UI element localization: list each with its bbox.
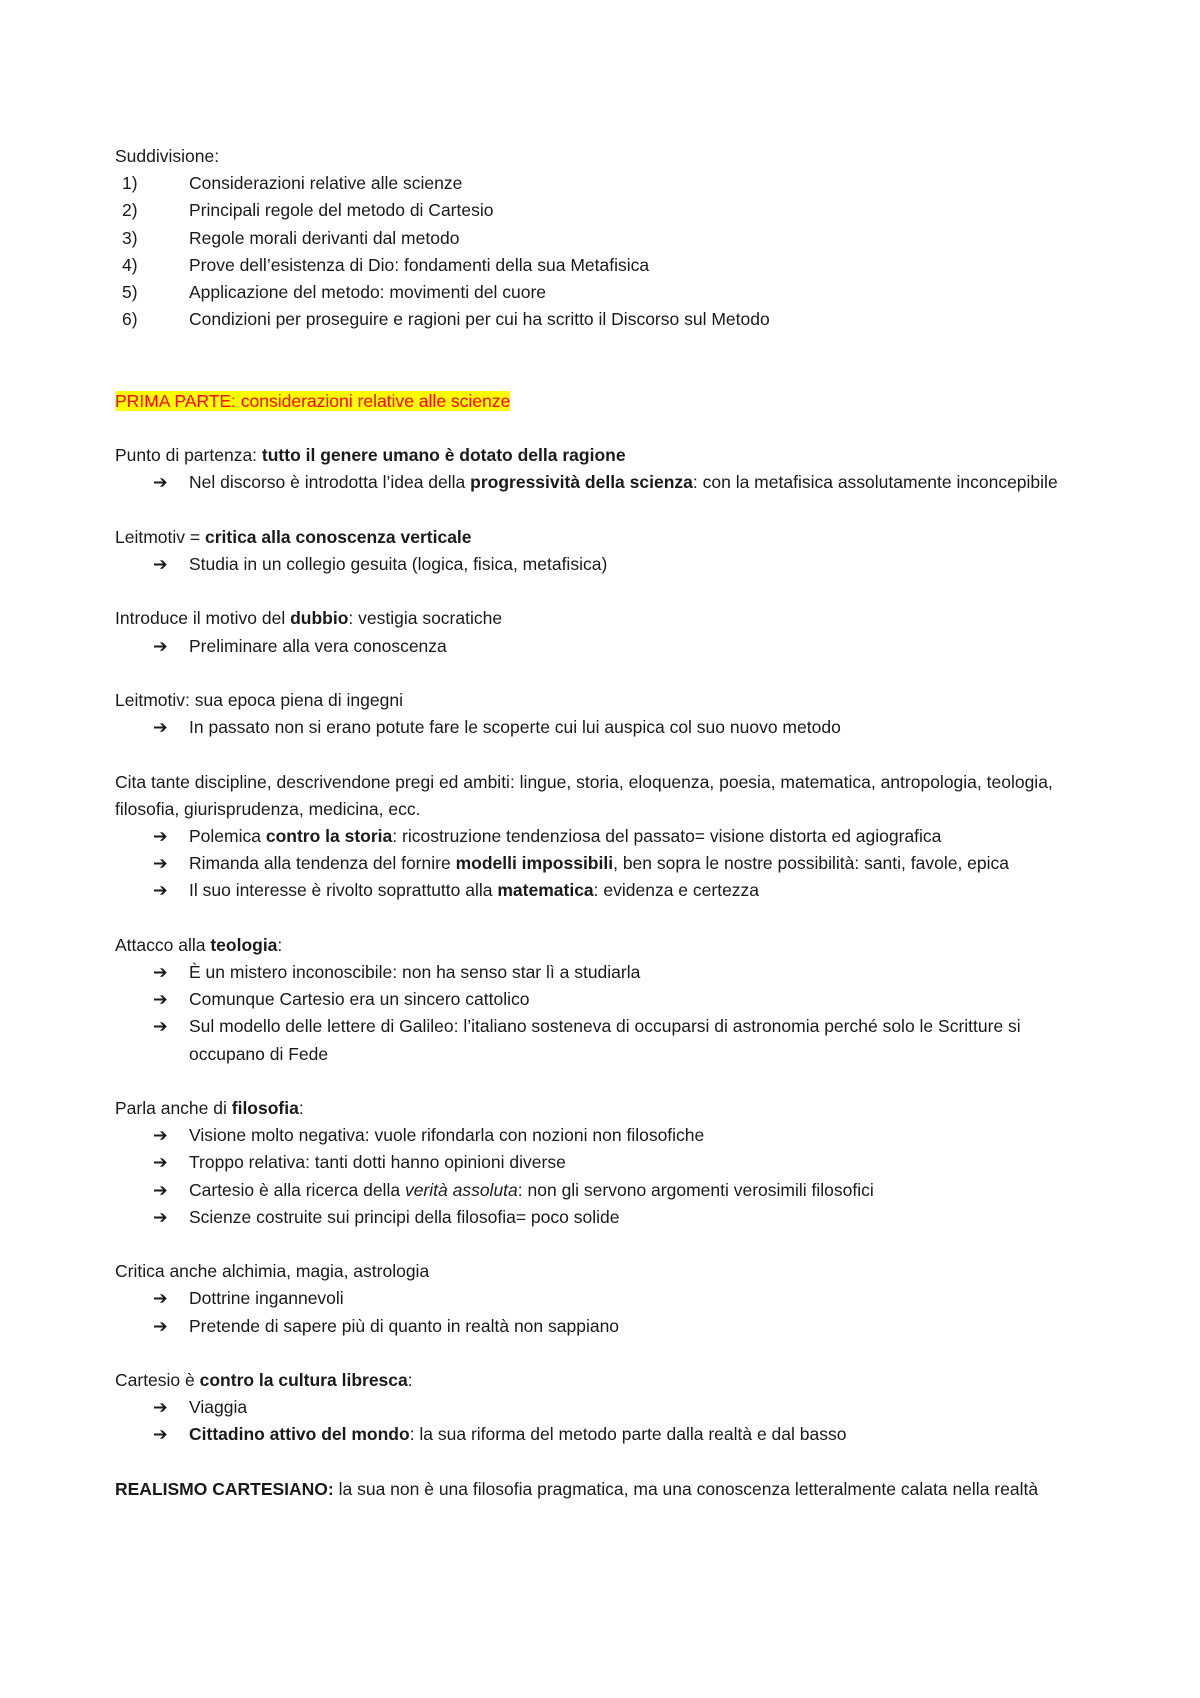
paragraph-alchimia: Critica anche alchimia, magia, astrologia bbox=[115, 1261, 430, 1282]
bullet-list bbox=[115, 1394, 1095, 1448]
paragraph-leitmotiv: Leitmotiv = critica alla conoscenza verticale bbox=[115, 526, 472, 547]
arrow-icon: ➔ bbox=[153, 1397, 168, 1418]
arrow-icon: ➔ bbox=[153, 1315, 168, 1336]
arrow-icon: ➔ bbox=[153, 554, 168, 574]
paragraph-filosofia: Parla anche di filosofia: bbox=[115, 1097, 304, 1118]
list-item: ➔ Dottrine ingannevoli bbox=[115, 1285, 1095, 1312]
arrow-icon: ➔ bbox=[153, 880, 168, 901]
bullet-list bbox=[115, 551, 1095, 578]
list-item: ➔ Polemica contro la storia: ricostruzione tendenziosa del passato= visione distorta ed agiografica bbox=[115, 823, 1095, 850]
list-item: ➔ È un mistero inconoscibile: non ha senso star lì a studiarla bbox=[115, 959, 1095, 986]
list-item: ➔ Sul modello delle lettere di Galileo: l’italiano sosteneva di occuparsi di astronomia perché solo le Scritture si occupano di Fede bbox=[115, 1013, 1095, 1067]
paragraph-dubbio: Introduce il motivo del dubbio: vestigia socratiche bbox=[115, 608, 503, 629]
list-item: ➔ Nel discorso è introdotta l’idea della progressività della scienza: con la metafisica assolutamente inconcepibile bbox=[115, 469, 1095, 496]
toc-item: 2) Principali regole del metodo di Cartesio bbox=[122, 200, 494, 221]
list-item: ➔ Cartesio è alla ricerca della verità assoluta: non gli servono argomenti verosimili filosofici bbox=[115, 1177, 1095, 1204]
arrow-icon: ➔ bbox=[153, 853, 168, 874]
section-title: PRIMA PARTE: considerazioni relative alle scienze bbox=[115, 390, 511, 411]
paragraph-discipline: Cita tante discipline, descrivendone pregi ed ambiti: lingue, storia, eloquenza, poesia, matematica, antropologia, teologia, filosofia, giurisprudenza, medicina, ecc. bbox=[115, 771, 1053, 819]
arrow-icon: ➔ bbox=[153, 472, 168, 493]
list-item: ➔ Rimanda alla tendenza del fornire modelli impossibili, ben sopra le nostre possibilità: santi, favole, epica bbox=[115, 850, 1095, 877]
arrow-icon: ➔ bbox=[153, 1206, 168, 1227]
bullet-list bbox=[115, 1122, 1095, 1231]
paragraph-teologia: Attacco alla teologia: bbox=[115, 934, 283, 955]
bullet-list bbox=[115, 714, 1095, 741]
arrow-icon: ➔ bbox=[153, 1125, 168, 1146]
bullet-list bbox=[115, 1285, 1095, 1339]
toc-item: 1) Considerazioni relative alle scienze bbox=[122, 173, 463, 194]
arrow-icon: ➔ bbox=[153, 1152, 168, 1173]
document-body bbox=[115, 143, 1095, 1503]
heading-suddivisione: Suddivisione: bbox=[115, 146, 220, 166]
list-item: ➔ Scienze costruite sui principi della filosofia= poco solide bbox=[115, 1204, 1095, 1231]
list-item: ➔ Studia in un collegio gesuita (logica, fisica, metafisica) bbox=[115, 551, 1095, 578]
arrow-icon: ➔ bbox=[153, 989, 168, 1010]
list-item: ➔ Pretende di sapere più di quanto in realtà non sappiano bbox=[115, 1313, 1095, 1340]
list-item: ➔ Visione molto negativa: vuole rifondarla con nozioni non filosofiche bbox=[115, 1122, 1095, 1149]
arrow-icon: ➔ bbox=[153, 1179, 168, 1200]
list-item: ➔ Troppo relativa: tanti dotti hanno opinioni diverse bbox=[115, 1149, 1095, 1176]
list-item: ➔ Il suo interesse è rivolto soprattutto alla matematica: evidenza e certezza bbox=[115, 877, 1095, 904]
bullet-list bbox=[115, 633, 1095, 660]
toc-item: 6) Condizioni per proseguire e ragioni per cui ha scritto il Discorso sul Metodo bbox=[122, 309, 770, 330]
list-item: ➔ Comunque Cartesio era un sincero cattolico bbox=[115, 986, 1095, 1013]
arrow-icon: ➔ bbox=[153, 1288, 168, 1309]
arrow-icon: ➔ bbox=[153, 961, 168, 982]
list-item: ➔ Preliminare alla vera conoscenza bbox=[115, 633, 1095, 660]
paragraph-cultura-libresca: Cartesio è contro la cultura libresca: bbox=[115, 1369, 413, 1390]
toc-list bbox=[115, 170, 1095, 333]
paragraph-epoca: Leitmotiv: sua epoca piena di ingegni bbox=[115, 689, 403, 710]
arrow-icon: ➔ bbox=[153, 1016, 168, 1037]
arrow-icon: ➔ bbox=[153, 635, 168, 656]
paragraph-punto-di-partenza: Punto di partenza: tutto il genere umano è dotato della ragione bbox=[115, 445, 626, 466]
toc-item: 3) Regole morali derivanti dal metodo bbox=[122, 227, 460, 248]
arrow-icon: ➔ bbox=[153, 1424, 168, 1445]
toc-item: 4) Prove dell’esistenza di Dio: fondamenti della sua Metafisica bbox=[122, 254, 650, 275]
paragraph-realismo: REALISMO CARTESIANO: la sua non è una filosofia pragmatica, ma una conoscenza letteralmente calata nella realtà bbox=[115, 1478, 1039, 1499]
list-item: ➔ Viaggia bbox=[115, 1394, 1095, 1421]
bullet-list bbox=[115, 823, 1095, 905]
list-item: ➔ In passato non si erano potute fare le scoperte cui lui auspica col suo nuovo metodo bbox=[115, 714, 1095, 741]
bullet-list bbox=[115, 959, 1095, 1068]
arrow-icon: ➔ bbox=[153, 825, 168, 846]
list-item: ➔ Cittadino attivo del mondo: la sua riforma del metodo parte dalla realtà e dal basso bbox=[115, 1421, 1095, 1448]
arrow-icon: ➔ bbox=[153, 717, 168, 738]
toc-item: 5) Applicazione del metodo: movimenti del cuore bbox=[122, 282, 546, 303]
bullet-list bbox=[115, 469, 1095, 496]
